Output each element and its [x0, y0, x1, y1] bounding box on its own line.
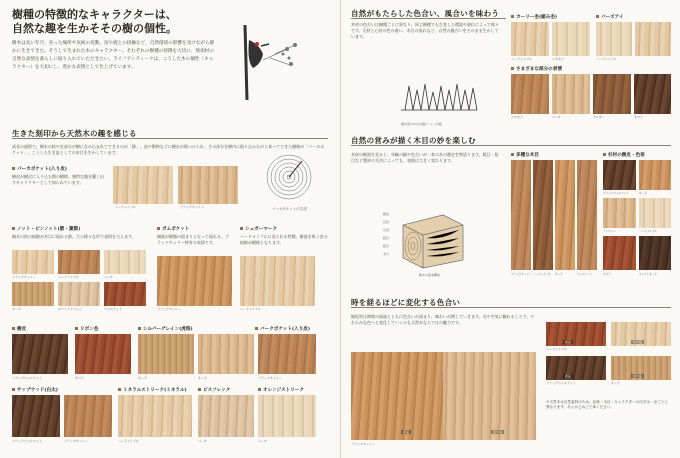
color-caption-4: ハードメイプル [639, 230, 657, 233]
color-swatch-6 [639, 236, 671, 270]
row4-caption-1: ブラックウォルナット [12, 439, 42, 443]
row4-swatch-3 [118, 395, 192, 437]
aging-main-swatch [351, 352, 536, 440]
variety-heading: さまざまな部分の表情 [511, 66, 562, 72]
knot-swatch-1 [12, 250, 54, 274]
variety-swatch-2 [552, 74, 590, 114]
row3-swatch-1 [12, 334, 68, 374]
figure-diagram [399, 80, 479, 120]
row3-heading-3: シルバーグレイン(虎斑) [138, 326, 193, 332]
row3-swatch-2 [75, 334, 131, 374]
birdseye-heading: バーズアイ [596, 14, 623, 20]
knot-caption-4: オーク [12, 307, 22, 311]
knot-caption-3: バーチ [104, 275, 114, 279]
row4-swatch-5 [258, 395, 316, 437]
grain-heading: 多種な木目 [511, 152, 539, 158]
birdseye-swatch-2 [635, 22, 671, 56]
variety-swatch-3 [593, 74, 631, 114]
tree-label-2: 辺材 [383, 220, 390, 224]
aging-main-badge-2: 経年後 [493, 430, 503, 434]
pocket-swatch-1 [113, 166, 173, 204]
color-caption-3: ミンチョー [603, 230, 616, 233]
row3-swatch-3 [138, 334, 194, 374]
aging-main-caption: ブラックチェリー [351, 442, 375, 446]
curly-heading: カーリー杢(縮み杢) [511, 14, 557, 20]
color-swatch-4 [639, 198, 671, 228]
grain-swatch-1 [511, 160, 531, 270]
grain-swatch-4 [577, 160, 597, 270]
color-swatch-5 [603, 236, 636, 270]
curly-caption-1: ハードメイプル [511, 57, 532, 61]
knot-caption-2: ハードメイプル [58, 275, 79, 279]
row3-caption-4: オーク [198, 376, 208, 380]
aging-caption-2: ブラックウォルナット [546, 381, 576, 385]
grain-caption-2: ハードメイプル [533, 273, 551, 276]
section-characters-title-text: 生きた刻印から天然木の趣を感じる [12, 129, 137, 138]
row3-caption-3: オーク [138, 376, 148, 380]
right-page [340, 0, 680, 458]
aging-caption-1: ハードメイプル [546, 347, 567, 351]
row4-caption-5: バーチ [258, 439, 268, 443]
birdseye-swatch-1 [596, 22, 632, 56]
row4-caption-3: ハードメイプル [118, 439, 139, 443]
section-rule [12, 138, 328, 139]
aging-main-swatch-light [443, 352, 536, 440]
variety-caption-3: アルダー [593, 115, 605, 119]
row3-caption-5: ブラックチェリー [258, 376, 282, 380]
knot-swatch-3 [104, 250, 146, 274]
aging-badge-4: 経年後 [633, 374, 643, 378]
gum-heading: ガムポケット [157, 226, 189, 232]
row4-swatch-1 [12, 395, 60, 437]
tree-label-5: 柾目 [383, 244, 390, 248]
row3-heading-1: 樹皮 [12, 326, 26, 332]
row3-swatch-4 [198, 334, 254, 374]
knot-swatch-2 [58, 250, 100, 274]
curly-swatch-1 [511, 22, 549, 56]
variety-caption-4: サペリ [634, 115, 644, 119]
color-swatch-1 [603, 160, 636, 190]
row3-swatch-5 [258, 334, 316, 374]
pocket-swatch-2 [178, 166, 238, 204]
sugar-heading: シュガーマーク [240, 226, 277, 232]
aging-main-badge-1: 新品 [403, 430, 410, 434]
grain-swatch-2 [533, 160, 553, 270]
row3-caption-2: サペリ [75, 376, 85, 380]
curly-swatch-2 [552, 22, 590, 56]
aging-swatch-1 [546, 322, 606, 346]
row4-caption-2: ブラックチェリー [64, 439, 88, 443]
section-aging-title [351, 297, 671, 308]
knot-swatch-4 [12, 282, 54, 306]
gum-caption: ブラックチェリー [157, 307, 181, 311]
sugar-swatch [240, 256, 315, 306]
knot-caption-1: ブラックチェリー [12, 275, 36, 279]
sugar-text: ハードメイプルに見られる特徴。樹液を吸う虫の痕跡が模様となります。 [240, 234, 328, 245]
ring-caption: パーカポケットの生成 [272, 207, 307, 211]
row3-heading-2: リボン杢 [75, 326, 98, 332]
grain-caption-1: ブラックチェリー [511, 273, 532, 276]
grain-caption-4: ウォルナット [577, 273, 593, 276]
figure-diagram-caption: 縮杢部の木の元線(イメージ図) [401, 122, 443, 126]
knot-caption-5: ホワイトアッシュ [58, 307, 82, 311]
grain-caption-3: オーク [555, 273, 563, 276]
variety-swatch-1 [511, 74, 549, 114]
hero-title-line-1: 樹種の特徴的なキャラクターは、 [12, 8, 177, 21]
hero-title [12, 8, 177, 36]
knot-heading: ノット・ピンノット(節・葉節) [12, 226, 80, 232]
aging-badge-2: 経年後 [633, 340, 643, 344]
variety-caption-1: シカモア [511, 115, 524, 119]
section-grain-body: 木材の断面を見ると、年輪の幅や色合いが一本の木の歴史を物語ります。板目・柾目など製材の方法によっても、表情は大きく変わります。 [351, 152, 499, 163]
hero-body: 樹木は長い年月、育った場所や気候の変動、鳥や鹿との接触など、自然環境の影響を受けながら静かに生きてきた。そうして生まれた木のキャラクター。それぞれの樹種の特徴を大切に、無垢材の自然な表情を暮らしに取り入れていただきたい。ライフアンティークは、こうした木の個性（キャラクター）を大切にし、豊かな表情として仕上げています。 [12, 41, 215, 70]
row4-heading-4: オレンジストリーク [258, 387, 304, 393]
curly-caption-2: シカモア [552, 57, 565, 61]
birdseye-caption: ハードメイプル [596, 57, 617, 61]
color-heading: 杉材の樹皮・色差 [603, 152, 645, 158]
section-color-title-text: 自然がもたらした色合い、風合いを味わう [351, 9, 500, 18]
knot-swatch-6 [104, 282, 146, 306]
pocket-caption-1: ハードメイプル [115, 205, 136, 209]
color-caption-6: ホワイトオーク [639, 273, 658, 276]
section-aging-title-text: 時を経るほどに変化する色合い [351, 298, 461, 307]
section-characters-title [12, 128, 328, 139]
color-caption-1: ブラックウォルナット [603, 192, 629, 195]
pocket-heading: パーカポケット(入り皮) [12, 166, 67, 172]
pocket-caption-2: ブラックチェリー [180, 205, 204, 209]
grain-swatch-3 [555, 160, 575, 270]
section-color-title [351, 8, 506, 19]
row4-heading-3: ピスフレック [198, 387, 230, 393]
knot-swatch-5 [58, 282, 100, 306]
woodpecker-illustration [225, 20, 310, 105]
color-caption-2: オーク [639, 192, 647, 195]
gum-swatch [157, 256, 232, 306]
row4-heading-1: サップウッド(白太) [12, 387, 58, 393]
knot-text: 樹木の枝の痕跡が木目に現れる節。大小様々な形で表情を与えます。 [12, 234, 136, 239]
row4-caption-4: バーチ [198, 439, 208, 443]
variety-caption-2: バーチ [552, 115, 562, 119]
color-swatch-3 [603, 198, 636, 228]
aging-swatch-3 [546, 356, 606, 380]
color-swatch-2 [639, 160, 671, 190]
tree-label-4: 板目 [383, 236, 390, 240]
section-rule [351, 307, 671, 308]
tree-label-6: 木口 [383, 252, 390, 256]
row3-heading-4: バークポケット(入り皮) [255, 326, 310, 332]
knot-caption-6: ウォルナット [104, 307, 122, 311]
gum-text: 樹液が樹脂の固まりとなって現れる。ブラックチェリー特有の表情です。 [157, 234, 229, 245]
section-grain-title [351, 135, 671, 146]
row3-caption-1: ブラックウォルナット [12, 376, 42, 380]
section-color-body: 木材の色合いは樹種ごとに異なり、同じ樹種でも生育した環境や部位によって様々です。辺材と心材の色の違い、木目の流れなど、自然の風合いをそのまま生かしています。 [351, 22, 499, 39]
aging-badge-3: 新品 [565, 374, 572, 378]
tree-diagram-caption: 樹木の基本構造 [419, 273, 441, 277]
section-characters-body: 成長の過程で、樹木の枝や皮部分が樹に含み込まれてできるのが「節」。鳥や動物などに樹皮が傷つけられ、その部分を樹内に取り込みながら育ってできた模様が「パーカポケット」。こうした生き証としての木目を生かしています。 [12, 144, 325, 155]
section-grain-title-text: 自然の営みが描く木目の妙を楽しむ [351, 136, 476, 145]
section-aging-body: 無垢材は時間の経過とともに色合いが深まり、味わいが増していきます。光や空気に触れることで、やわらかな色へと変化していくのも天然木ならではの魅力です。 [351, 314, 535, 325]
tree-label-1: 樹皮 [383, 212, 390, 216]
pocket-text: 樹皮が樹皮に入り込む際の模様。独特な趣を醸し出すキャラクターとして知られています。 [12, 174, 104, 185]
footnote: ※天然木は自然素材のため、色味・木目・キャラクターの出方は一点ごとに異なります。あらかじめご了承ください。 [546, 400, 668, 410]
row4-swatch-4 [198, 395, 254, 437]
sugar-caption: ハードメイプル [240, 307, 261, 311]
tree-structure-diagram [393, 210, 473, 270]
section-rule [351, 18, 506, 19]
row4-swatch-2 [64, 395, 112, 437]
ring-diagram [262, 153, 317, 205]
aging-caption-3: オーク [611, 381, 621, 385]
row4-heading-2: ミネラルストリーク(ミネラル) [118, 387, 187, 393]
variety-swatch-4 [634, 74, 671, 114]
hero-title-line-2: 自然な趣を生かそその樹の個性。 [12, 22, 177, 35]
tree-label-3: 心材 [383, 228, 390, 232]
aging-badge-1: 新品 [565, 340, 572, 344]
section-rule [351, 145, 671, 146]
color-caption-5: サペリ [603, 273, 611, 276]
